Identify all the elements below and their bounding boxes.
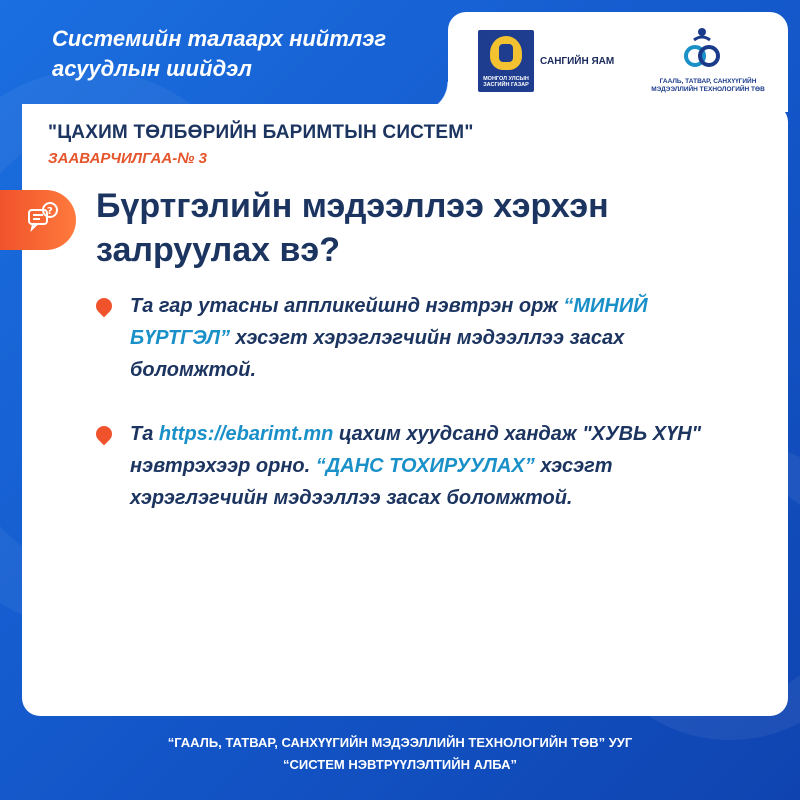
svg-text:?: ? [47, 206, 53, 217]
bullet-item-app [96, 290, 746, 386]
bullet-text-part: хэсэгт хэрэглэгчийн мэдээллээ засах боломжтой. [130, 455, 613, 509]
footer-line2: “СИСТЕМ НЭВТРҮҮЛЭЛТИЙН АЛБА” [283, 757, 517, 772]
menu-highlight: “ДАНС ТОХИРУУЛАХ” [315, 455, 535, 477]
header-title-line2: асуудлын шийдэл [52, 56, 252, 81]
emblem-text [478, 76, 534, 88]
ministry-name: САНГИЙН ЯАМ [540, 56, 615, 67]
system-title: "ЦАХИМ ТӨЛБӨРИЙН БАРИМТЫН СИСТЕМ" [48, 122, 474, 143]
footer-line1: “ГААЛЬ, ТАТВАР, САНХҮҮГИЙН МЭДЭЭЛЛИЙН ТЕХНОЛОГИЙН ТӨВ” УУГ [167, 735, 633, 750]
header-title [52, 24, 432, 84]
bullet-text-part: Та гар утасны аппликейшнд нэвтрэн орж [130, 295, 564, 317]
bullet-text-part: хэсэгт хэрэглэгчийн мэдээллээ засах боломжтой. [130, 327, 625, 381]
bullet-text [130, 290, 746, 386]
bullet-item-web [96, 418, 746, 514]
instruction-number: ЗААВАРЧИЛГАА-№ 3 [48, 150, 207, 167]
footer [0, 732, 800, 776]
question-line2: залруулах вэ? [96, 231, 340, 269]
emblem-text-line1: МОНГОЛ УЛСЫН [483, 76, 529, 82]
bullet-text-part: Та [130, 423, 159, 445]
bullet-icon [93, 295, 116, 318]
center-name-line2: МЭДЭЭЛЛИЙН ТЕХНОЛОГИЙН ТӨВ [651, 86, 765, 93]
ebarimt-link[interactable]: https://ebarimt.mn [158, 423, 334, 445]
question-heading [96, 184, 716, 272]
soyombo-icon [490, 36, 522, 70]
center-name [646, 78, 770, 94]
header-title-line1: Системийн талаарх нийтлэг [52, 26, 387, 51]
chat-question-icon [28, 202, 58, 236]
menu-highlight: “МИНИЙ БҮРТГЭЛ” [130, 295, 648, 349]
center-name-line1: ГААЛЬ, ТАТВАР, САНХҮҮГИЙН [659, 78, 757, 85]
government-emblem [478, 30, 534, 92]
emblem-text-line2: ЗАСГИЙН ГАЗАР [483, 82, 529, 88]
question-line1: Бүртгэлийн мэдээллээ хэрхэн [96, 187, 609, 225]
center-logo-icon [680, 26, 724, 72]
bullet-text-part: цахим хуудсанд хандаж "ХУВЬ ХҮН" нэвтрэхээр орно. [130, 423, 702, 477]
logo-panel [448, 12, 788, 112]
bullet-icon [93, 423, 116, 446]
bullet-text [130, 418, 746, 514]
question-badge [0, 190, 76, 250]
